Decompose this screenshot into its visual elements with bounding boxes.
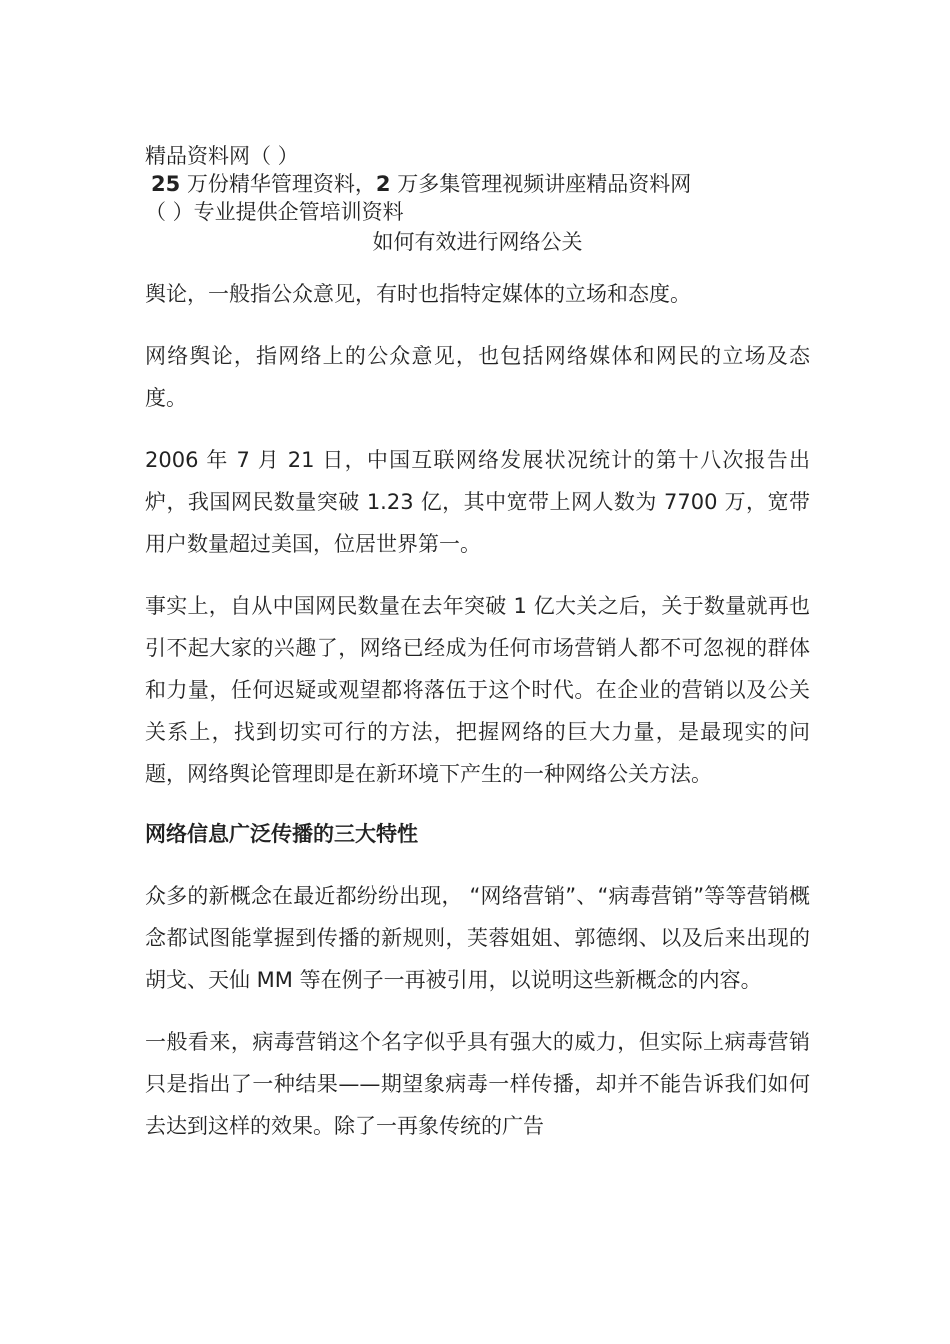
paragraph-4: 事实上，自从中国网民数量在去年突破 1 亿大关之后，关于数量就再也引不起大家的兴趣了，网络已经成为任何市场营销人都不可忽视的群体和力量，任何迟疑或观望都将落伍于这个时代。在企业的营销以及公关关系上，找到切实可行的方法，把握网络的巨大力量，是最现实的问题，网络舆论管理即是在新环境下产生的一种网络公关方法。 <box>145 594 810 786</box>
header-line-2 <box>145 170 810 198</box>
document-page <box>145 142 810 1147</box>
paragraph-6: 一般看来，病毒营销这个名字似乎具有强大的威力，但实际上病毒营销只是指出了一种结果——期望象病毒一样传播，却并不能告诉我们如何去达到这样的效果。除了一再象传统的广告 <box>145 1030 810 1138</box>
header-text-1: 万份精华管理资料， <box>180 172 376 196</box>
header-text-2: 万多集管理视频讲座精品资料网 <box>390 172 692 196</box>
header-site-name: 精品资料网（ ） <box>145 144 299 168</box>
header-count-1: 25 <box>151 172 181 196</box>
header-line-3 <box>145 198 810 226</box>
paragraph-3: 2006 年 7 月 21 日，中国互联网络发展状况统计的第十八次报告出炉，我国网民数量突破 1.23 亿，其中宽带上网人数为 7700 万，宽带用户数量超过美国，位居世界第一。 <box>145 448 810 556</box>
header-line-1 <box>145 142 810 170</box>
paragraph-1: 舆论，一般指公众意见，有时也指特定媒体的立场和态度。 <box>145 282 691 306</box>
header-tagline: （ ）专业提供企管培训资料 <box>145 200 404 224</box>
document-title: 如何有效进行网络公关 <box>372 230 583 254</box>
section-heading: 网络信息广泛传播的三大特性 <box>145 822 418 846</box>
header-count-2: 2 <box>375 172 391 196</box>
paragraph-5: 众多的新概念在最近都纷纷出现， “网络营销”、“病毒营销”等等营销概念都试图能掌握到传播的新规则，芙蓉姐姐、郭德纲、以及后来出现的胡戈、天仙 MM 等在例子一再被引用，以说明这些新概念的内容。 <box>145 884 810 992</box>
paragraph-2: 网络舆论，指网络上的公众意见，也包括网络媒体和网民的立场及态度。 <box>145 344 810 410</box>
